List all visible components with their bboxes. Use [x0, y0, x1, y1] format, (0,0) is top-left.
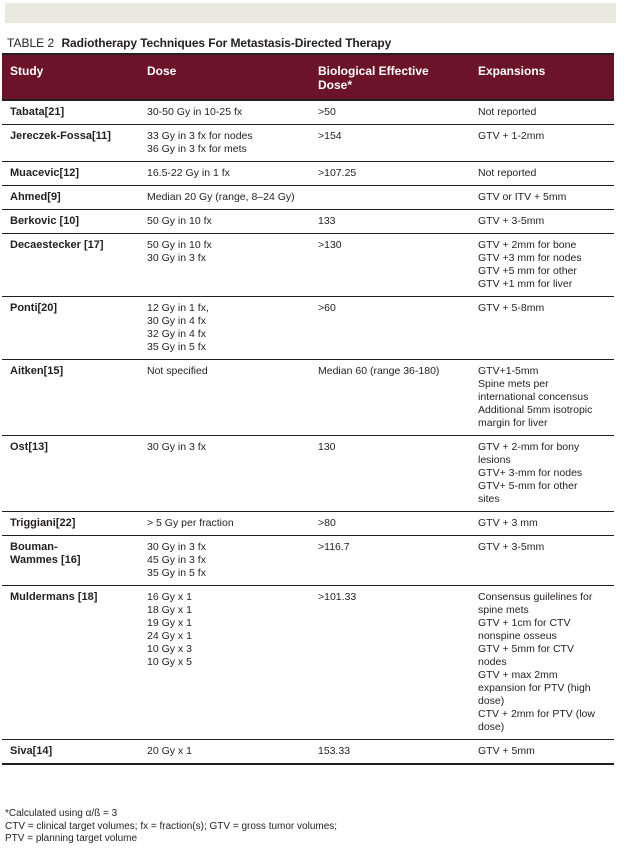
header-expansions: Expansions — [470, 54, 614, 100]
dose-line: 45 Gy in 3 fx — [147, 554, 206, 566]
expansion-line: dose) — [478, 695, 505, 707]
study-name: Berkovic [10] — [10, 215, 80, 227]
table-row — [2, 297, 614, 360]
study-name: Muacevic[12] — [10, 167, 80, 179]
bed-value: 133 — [318, 215, 336, 227]
expansion-line: GTV +3 mm for nodes — [478, 252, 582, 264]
dose-line: 16 Gy x 1 — [147, 591, 192, 603]
dose-line: 36 Gy in 3 fx for mets — [147, 143, 247, 155]
expansions-cell — [470, 536, 614, 586]
study-cell — [2, 125, 139, 162]
table-row — [2, 740, 614, 765]
bed-cell — [310, 125, 470, 162]
dose-line: 30 Gy in 3 fx — [147, 441, 206, 453]
table-row — [2, 125, 614, 162]
dose-cell — [139, 740, 310, 765]
expansion-line: GTV+ 5-mm for other — [478, 480, 578, 492]
expansions-cell — [470, 162, 614, 186]
table-title: Radiotherapy Techniques For Metastasis-Directed Therapy — [61, 36, 392, 50]
bed-value: >50 — [318, 106, 336, 118]
bed-cell — [310, 436, 470, 512]
expansion-line: lesions — [478, 454, 511, 466]
expansion-line: GTV+ 3-mm for nodes — [478, 467, 583, 479]
table-row — [2, 586, 614, 740]
dose-cell — [139, 512, 310, 536]
dose-line: 10 Gy x 5 — [147, 656, 192, 668]
study-cell — [2, 100, 139, 125]
study-cell — [2, 586, 139, 740]
table-row — [2, 186, 614, 210]
table-header-row — [2, 54, 614, 100]
dose-line: 16.5-22 Gy in 1 fx — [147, 167, 230, 179]
dose-line: 24 Gy x 1 — [147, 630, 192, 642]
expansion-line: nodes — [478, 656, 507, 668]
expansions-cell — [470, 360, 614, 436]
expansion-line: GTV + 3-5mm — [478, 541, 545, 553]
expansions-cell — [470, 586, 614, 740]
bed-cell — [310, 186, 470, 210]
study-name: Siva[14] — [10, 745, 53, 757]
dose-line: 50 Gy in 10 fx — [147, 215, 212, 227]
study-cell — [2, 740, 139, 765]
expansion-line: GTV + 5mm — [478, 745, 535, 757]
expansion-line: nonspine osseus — [478, 630, 557, 642]
dose-cell — [139, 297, 310, 360]
expansions-cell — [470, 125, 614, 162]
footnote-line: PTV = planning target volume — [5, 833, 138, 844]
expansion-line: GTV +1 mm for liver — [478, 278, 573, 290]
dose-line: 32 Gy in 4 fx — [147, 328, 206, 340]
expansions-cell — [470, 234, 614, 297]
study-cell — [2, 186, 139, 210]
footnote-line: CTV = clinical target volumes; fx = fraction(s); GTV = gross tumor volumes; — [5, 820, 338, 832]
expansion-line: Not reported — [478, 106, 537, 118]
expansion-line: GTV+1-5mm — [478, 365, 539, 377]
bed-cell — [310, 100, 470, 125]
dose-cell — [139, 234, 310, 297]
table-row — [2, 100, 614, 125]
dose-line: 12 Gy in 1 fx, — [147, 302, 209, 314]
expansion-line: dose) — [478, 721, 505, 733]
expansions-cell — [470, 512, 614, 536]
expansion-line: margin for liver — [478, 417, 548, 429]
header-bed: Biological Effective Dose* — [310, 54, 470, 100]
study-name: Decaestecker [17] — [10, 239, 104, 251]
expansion-line: sites — [478, 493, 500, 505]
study-name-line: Bouman- — [10, 541, 58, 553]
study-name: Ost[13] — [10, 441, 48, 453]
bed-cell — [310, 740, 470, 765]
study-cell — [2, 512, 139, 536]
bed-value: >130 — [318, 239, 342, 251]
bed-cell — [310, 536, 470, 586]
expansion-line: GTV + 3-5mm — [478, 215, 545, 227]
bed-value: >107.25 — [318, 167, 357, 179]
dose-line: > 5 Gy per fraction — [147, 517, 234, 529]
expansion-line: GTV + 3 mm — [478, 517, 538, 529]
bed-cell — [310, 586, 470, 740]
dose-cell — [139, 536, 310, 586]
expansion-line: GTV + 5-8mm — [478, 302, 545, 314]
expansion-line: GTV + 5mm for CTV — [478, 643, 574, 655]
expansion-line: GTV + 1-2mm — [478, 130, 545, 142]
radiotherapy-table — [2, 53, 614, 765]
dose-line: 19 Gy x 1 — [147, 617, 192, 629]
dose-cell — [139, 210, 310, 234]
dose-line: 50 Gy in 10 fx — [147, 239, 212, 251]
dose-cell — [139, 586, 310, 740]
expansions-cell — [470, 436, 614, 512]
study-cell — [2, 210, 139, 234]
expansions-cell — [470, 100, 614, 125]
table-row — [2, 536, 614, 586]
bed-value: >116.7 — [318, 541, 350, 553]
dose-cell — [139, 186, 310, 210]
header-band — [5, 3, 616, 23]
expansion-line: Not reported — [478, 167, 537, 179]
study-name: Tabata[21] — [10, 106, 65, 118]
study-name: Muldermans [18] — [10, 591, 98, 603]
header-study: Study — [2, 54, 139, 100]
dose-cell — [139, 436, 310, 512]
expansions-cell — [470, 297, 614, 360]
bed-value: 130 — [318, 441, 336, 453]
expansion-line: CTV + 2mm for PTV (low — [478, 708, 595, 720]
bed-cell — [310, 297, 470, 360]
study-cell — [2, 297, 139, 360]
dose-line: 30 Gy in 4 fx — [147, 315, 206, 327]
table-row — [2, 162, 614, 186]
bed-cell — [310, 234, 470, 297]
table-caption — [7, 36, 391, 50]
expansion-line: GTV +5 mm for other — [478, 265, 577, 277]
dose-line: 35 Gy in 5 fx — [147, 341, 206, 353]
bed-cell — [310, 162, 470, 186]
dose-line: 10 Gy x 3 — [147, 643, 192, 655]
table-row — [2, 512, 614, 536]
dose-line: 18 Gy x 1 — [147, 604, 192, 616]
expansion-line: GTV or ITV + 5mm — [478, 191, 567, 203]
table-row — [2, 360, 614, 436]
expansion-line: GTV + 2mm for bone — [478, 239, 577, 251]
bed-value: Median 60 (range 36-180) — [318, 365, 440, 377]
dose-line: Not specified — [147, 365, 208, 377]
footnote-line: *Calculated using α/ß = 3 — [5, 808, 118, 819]
table-label: TABLE 2 — [7, 36, 55, 50]
study-name: Jereczek-Fossa[11] — [10, 130, 111, 142]
bed-value: >60 — [318, 302, 336, 314]
expansion-line: GTV + 2-mm for bony — [478, 441, 580, 453]
dose-cell — [139, 125, 310, 162]
study-cell — [2, 436, 139, 512]
expansion-line: GTV + 1cm for CTV — [478, 617, 571, 629]
study-name: Ahmed[9] — [10, 191, 61, 203]
bed-value: >80 — [318, 517, 336, 529]
study-name: Triggiani[22] — [10, 517, 76, 529]
dose-line: 35 Gy in 5 fx — [147, 567, 206, 579]
footnotes — [5, 808, 337, 846]
expansion-line: Additional 5mm isotropic — [478, 404, 593, 416]
bed-value: >154 — [318, 130, 342, 142]
study-cell — [2, 360, 139, 436]
study-cell — [2, 536, 139, 586]
study-cell — [2, 162, 139, 186]
dose-cell — [139, 162, 310, 186]
study-name: Ponti[20] — [10, 302, 58, 314]
expansion-line: international concensus — [478, 391, 589, 403]
table-row — [2, 436, 614, 512]
dose-line: 30 Gy in 3 fx — [147, 252, 206, 264]
study-name-line: Wammes [16] — [10, 554, 81, 566]
expansion-line: Spine mets per — [478, 378, 549, 390]
dose-line: 30-50 Gy in 10-25 fx — [147, 106, 243, 118]
bed-value: 153.33 — [318, 745, 351, 757]
expansions-cell — [470, 186, 614, 210]
expansions-cell — [470, 740, 614, 765]
expansion-line: GTV + max 2mm — [478, 669, 558, 681]
dose-line: 30 Gy in 3 fx — [147, 541, 206, 553]
bed-cell — [310, 512, 470, 536]
table-row — [2, 234, 614, 297]
expansion-line: Consensus guilelines for — [478, 591, 593, 603]
dose-line: 20 Gy x 1 — [147, 745, 192, 757]
table-body — [2, 100, 614, 764]
expansion-line: spine mets — [478, 604, 529, 616]
expansions-cell — [470, 210, 614, 234]
table-row — [2, 210, 614, 234]
bed-value: >101.33 — [318, 591, 357, 603]
bed-cell — [310, 360, 470, 436]
dose-cell — [139, 360, 310, 436]
dose-line: Median 20 Gy (range, 8–24 Gy) — [147, 191, 295, 203]
bed-cell — [310, 210, 470, 234]
expansion-line: expansion for PTV (high — [478, 682, 591, 694]
dose-line: 33 Gy in 3 fx for nodes — [147, 130, 253, 142]
study-name: Aitken[15] — [10, 365, 64, 377]
dose-cell — [139, 100, 310, 125]
study-cell — [2, 234, 139, 297]
header-dose: Dose — [139, 54, 310, 100]
